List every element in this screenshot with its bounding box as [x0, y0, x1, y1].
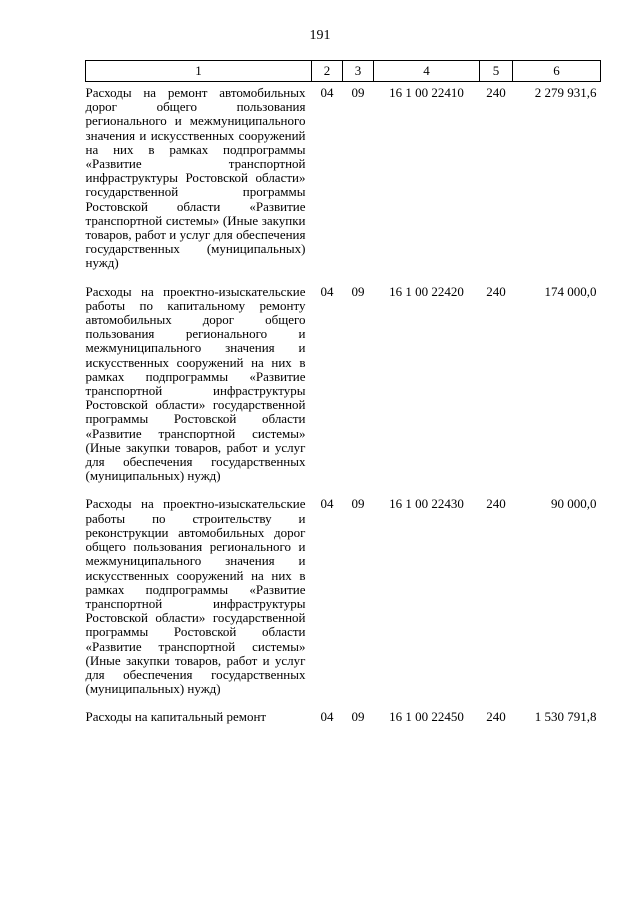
column-header-amount: 6 [513, 61, 601, 82]
row-description: Расходы на ремонт автомобильных дорог общего пользования регионального и межмуниципального значения и искусственных сооружений на них в рамках подпрограммы «Развитие транспортной инфраструктуры Ростовской области» государственной программы Ростовской области «Развитие транспортной системы» (Иные закупки товаров, работ и услуг для обеспечения государственных (муниципальных) нужд) [85, 85, 306, 271]
row-description: Расходы на капитальный ремонт [85, 709, 267, 725]
table-row [86, 493, 601, 706]
page-number: 191 [309, 28, 331, 43]
row-expense-type: 240 [486, 85, 506, 100]
row-section: 04 [320, 496, 334, 512]
row-expense-type: 240 [486, 496, 506, 512]
row-amount: 90 000,0 [551, 496, 597, 512]
column-header-subsection: 3 [343, 61, 374, 82]
row-description: Расходы на проектно-изыскательские работы по строительству и реконструкции автомобильных дорог общего пользования регионального и межмуниципального значения и искусственных сооружений на них в рамках подпрограммы «Развитие транспортной инфраструктуры Ростовской области» государственной программы Ростовской области «Развитие транспортной системы» (Иные закупки товаров, работ и услуг для обеспечения государственных (муниципальных) нужд) [85, 496, 306, 697]
row-target-article: 16 1 00 22430 [389, 496, 464, 512]
row-subsection: 09 [351, 709, 365, 725]
table-row [86, 281, 601, 494]
row-amount: 2 279 931,6 [534, 85, 597, 100]
row-subsection: 09 [351, 283, 365, 299]
table-row [86, 706, 601, 724]
row-section: 04 [320, 283, 334, 299]
row-target-article: 16 1 00 22450 [389, 709, 464, 725]
row-description: Расходы на проектно-изыскательские работы по капитальному ремонту автомобильных дорог общего пользования регионального и межмуниципального значения и искусственных сооружений на них в рамках подпрограммы «Развитие транспортной инфраструктуры Ростовской области» государственной программы Ростовской области «Развитие транспортной системы» (Иные закупки товаров, работ и услуг для обеспечения государственных (муниципальных) нужд) [85, 283, 306, 484]
table-row [86, 82, 601, 281]
row-expense-type: 240 [486, 709, 506, 725]
row-target-article: 16 1 00 22420 [389, 283, 464, 299]
row-section: 04 [320, 709, 334, 725]
column-header-target-article: 4 [374, 61, 480, 82]
column-header-description: 1 [86, 61, 312, 82]
row-amount: 174 000,0 [544, 283, 597, 299]
column-header-section: 2 [312, 61, 343, 82]
row-expense-type: 240 [486, 283, 506, 299]
row-section: 04 [320, 85, 334, 100]
row-subsection: 09 [351, 496, 365, 512]
column-header-expense-type: 5 [480, 61, 513, 82]
budget-table [85, 60, 601, 725]
row-target-article: 16 1 00 22410 [389, 85, 464, 100]
row-subsection: 09 [351, 85, 365, 100]
table-header-row [86, 61, 601, 82]
row-amount: 1 530 791,8 [534, 709, 597, 725]
